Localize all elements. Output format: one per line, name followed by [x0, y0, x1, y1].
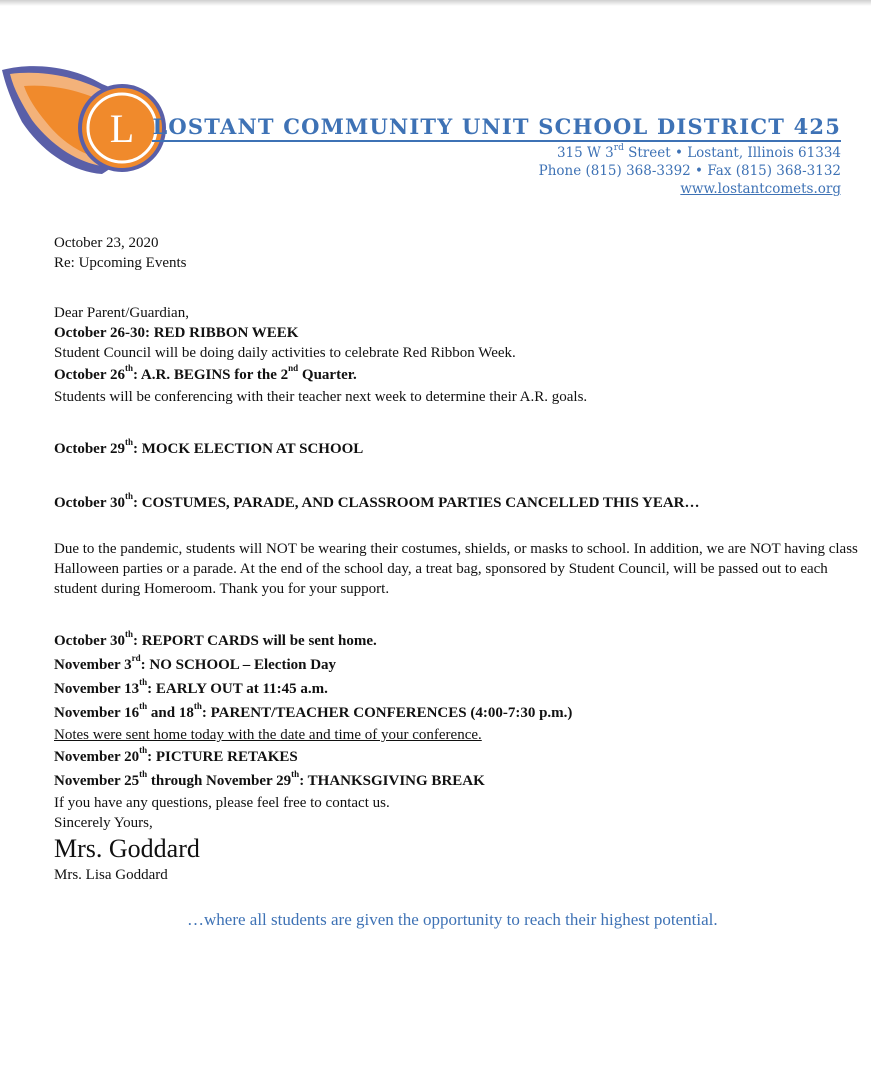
letter-date: October 23, 2020 — [54, 235, 159, 251]
event-ar-begins-desc: Students will be conferencing with their teacher next week to determine their A.R. goals. — [54, 389, 588, 405]
closing: Sincerely Yours, — [54, 815, 153, 831]
letterhead — [152, 114, 841, 198]
district-phone-fax: Phone (815) 368-3392 • Fax (815) 368-3132 — [538, 163, 841, 179]
event-mock-election: October 29th: MOCK ELECTION AT SCHOOL — [54, 437, 364, 457]
conference-note: Notes were sent home today with the date and time of your conference. — [54, 727, 482, 743]
event-report-cards: October 30th: REPORT CARDS will be sent home. — [54, 629, 377, 649]
signer-name: Mrs. Lisa Goddard — [54, 867, 168, 883]
event-picture-retakes: November 20th: PICTURE RETAKES — [54, 745, 298, 765]
event-costumes-cancelled: October 30th: COSTUMES, PARADE, AND CLASSROOM PARTIES CANCELLED THIS YEAR… — [54, 491, 700, 511]
letter-greeting: Dear Parent/Guardian, — [54, 305, 189, 321]
event-thanksgiving: November 25th through November 29th: THANKSGIVING BREAK — [54, 769, 485, 789]
district-tagline: …where all students are given the opportunity to reach their highest potential. — [187, 910, 718, 929]
event-red-ribbon: October 26-30: RED RIBBON WEEK — [54, 325, 299, 341]
district-website-link[interactable]: www.lostantcomets.org — [680, 181, 841, 197]
district-address: 315 W 3rd Street • Lostant, Illinois 61334 — [556, 142, 841, 161]
comet-logo — [2, 62, 168, 182]
event-red-ribbon-desc: Student Council will be doing daily activities to celebrate Red Ribbon Week. — [54, 345, 516, 361]
letter-body — [54, 233, 864, 885]
questions-line: If you have any questions, please feel free to contact us. — [54, 795, 390, 811]
top-edge-shadow — [0, 0, 871, 6]
signature: Mrs. Goddard — [54, 834, 200, 863]
letter-subject: Re: Upcoming Events — [54, 255, 187, 271]
pandemic-paragraph: Due to the pandemic, students will NOT be wearing their costumes, shields, or masks to school. In addition, we are NOT having class Halloween parties or a parade. At the end of the school day, a treat bag, sponsored by Student Council, will be passed out to each student during Homeroom. Thank you for your support. — [54, 541, 858, 597]
district-name: LOSTANT COMMUNITY UNIT SCHOOL DISTRICT 425 — [152, 114, 841, 142]
event-conferences: November 16th and 18th: PARENT/TEACHER CONFERENCES (4:00-7:30 p.m.) — [54, 701, 573, 721]
logo-letter: L — [109, 106, 135, 151]
event-early-out: November 13th: EARLY OUT at 11:45 a.m. — [54, 677, 328, 697]
event-ar-begins: October 26th: A.R. BEGINS for the 2nd Quarter. — [54, 363, 357, 383]
event-no-school: November 3rd: NO SCHOOL – Election Day — [54, 653, 337, 673]
